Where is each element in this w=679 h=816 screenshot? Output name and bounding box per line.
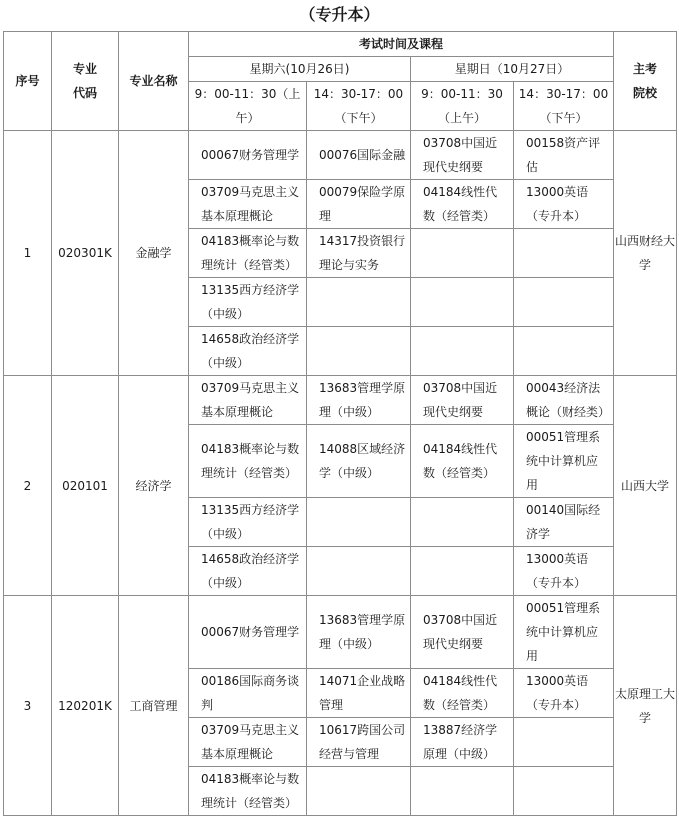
header-school-line2: 院校 (633, 86, 658, 100)
header-seq: 序号 (4, 32, 52, 131)
course-cell: 00051管理系统中计算机应用 (514, 425, 614, 498)
major-seq: 3 (4, 596, 52, 816)
major-school: 山西大学 (614, 376, 677, 596)
course-cell: 04183概率论与数理统计（经管类） (189, 425, 307, 498)
course-cell: 00076国际金融 (307, 131, 411, 180)
course-cell (307, 327, 411, 376)
header-sat-am: 9：00-11：30（上午） (189, 82, 307, 131)
table-row (4, 131, 677, 180)
header-code-line2: 代码 (72, 86, 97, 100)
course-cell: 13135西方经济学（中级） (189, 278, 307, 327)
course-cell (514, 718, 614, 767)
course-cell: 03708中国近现代史纲要 (411, 131, 514, 180)
header-saturday: 星期六(10月26日) (189, 57, 411, 82)
header-sun-pm: 14：30-17：00（下午） (514, 82, 614, 131)
course-cell (514, 767, 614, 816)
course-cell: 13000英语（专升本） (514, 669, 614, 718)
header-school (614, 32, 677, 131)
course-cell: 04184线性代数（经管类） (411, 425, 514, 498)
course-cell: 13683管理学原理（中级） (307, 596, 411, 669)
course-cell: 00051管理系统中计算机应用 (514, 596, 614, 669)
major-name: 工商管理 (119, 596, 189, 816)
course-cell (514, 327, 614, 376)
course-cell (411, 547, 514, 596)
course-cell: 14317投资银行理论与实务 (307, 229, 411, 278)
course-cell (411, 278, 514, 327)
header-school-line1: 主考 (633, 62, 658, 76)
table-row (4, 596, 677, 669)
course-cell (514, 278, 614, 327)
course-cell (307, 767, 411, 816)
course-cell: 03709马克思主义基本原理概论 (189, 376, 307, 425)
header-code (52, 32, 119, 131)
course-cell: 04183概率论与数理统计（经管类） (189, 229, 307, 278)
major-name: 经济学 (119, 376, 189, 596)
course-cell: 04184线性代数（经管类） (411, 669, 514, 718)
major-code: 120201K (52, 596, 119, 816)
course-cell: 00043经济法概论（财经类） (514, 376, 614, 425)
course-cell: 10617跨国公司经营与管理 (307, 718, 411, 767)
course-cell: 13000英语（专升本） (514, 180, 614, 229)
major-seq: 1 (4, 131, 52, 376)
page-title: （专升本） (299, 5, 380, 24)
major-school: 山西财经大学 (614, 131, 677, 376)
course-cell: 00158资产评估 (514, 131, 614, 180)
course-cell: 00140国际经济学 (514, 498, 614, 547)
course-cell: 03708中国近现代史纲要 (411, 596, 514, 669)
course-cell: 14658政治经济学（中级） (189, 547, 307, 596)
course-cell (307, 278, 411, 327)
course-cell: 04184线性代数（经管类） (411, 180, 514, 229)
course-cell: 03708中国近现代史纲要 (411, 376, 514, 425)
course-cell: 00067财务管理学 (189, 131, 307, 180)
major-code: 020301K (52, 131, 119, 376)
major-code: 020101 (52, 376, 119, 596)
course-cell (411, 327, 514, 376)
course-cell: 03709马克思主义基本原理概论 (189, 180, 307, 229)
course-cell (411, 767, 514, 816)
course-cell (411, 229, 514, 278)
course-cell: 13887经济学原理（中级） (411, 718, 514, 767)
course-cell: 13683管理学原理（中级） (307, 376, 411, 425)
course-cell: 13135西方经济学（中级） (189, 498, 307, 547)
course-cell: 14071企业战略管理 (307, 669, 411, 718)
course-cell: 03709马克思主义基本原理概论 (189, 718, 307, 767)
table-row (4, 376, 677, 425)
course-cell (307, 498, 411, 547)
header-name: 专业名称 (119, 32, 189, 131)
exam-schedule-table (3, 31, 677, 816)
course-cell: 00186国际商务谈判 (189, 669, 307, 718)
course-cell: 00067财务管理学 (189, 596, 307, 669)
course-cell (514, 229, 614, 278)
course-cell: 14658政治经济学（中级） (189, 327, 307, 376)
major-seq: 2 (4, 376, 52, 596)
header-sunday: 星期日（10月27日） (411, 57, 614, 82)
major-school: 太原理工大学 (614, 596, 677, 816)
major-name: 金融学 (119, 131, 189, 376)
header-code-line1: 专业 (72, 62, 97, 76)
course-cell: 04183概率论与数理统计（经管类） (189, 767, 307, 816)
header-exam-time: 考试时间及课程 (189, 32, 614, 57)
header-sat-pm: 14：30-17：00（下午） (307, 82, 411, 131)
course-cell (411, 498, 514, 547)
course-cell: 00079保险学原理 (307, 180, 411, 229)
course-cell: 14088区域经济学（中级） (307, 425, 411, 498)
header-sun-am: 9：00-11：30（上午） (411, 82, 514, 131)
course-cell (307, 547, 411, 596)
course-cell: 13000英语（专升本） (514, 547, 614, 596)
